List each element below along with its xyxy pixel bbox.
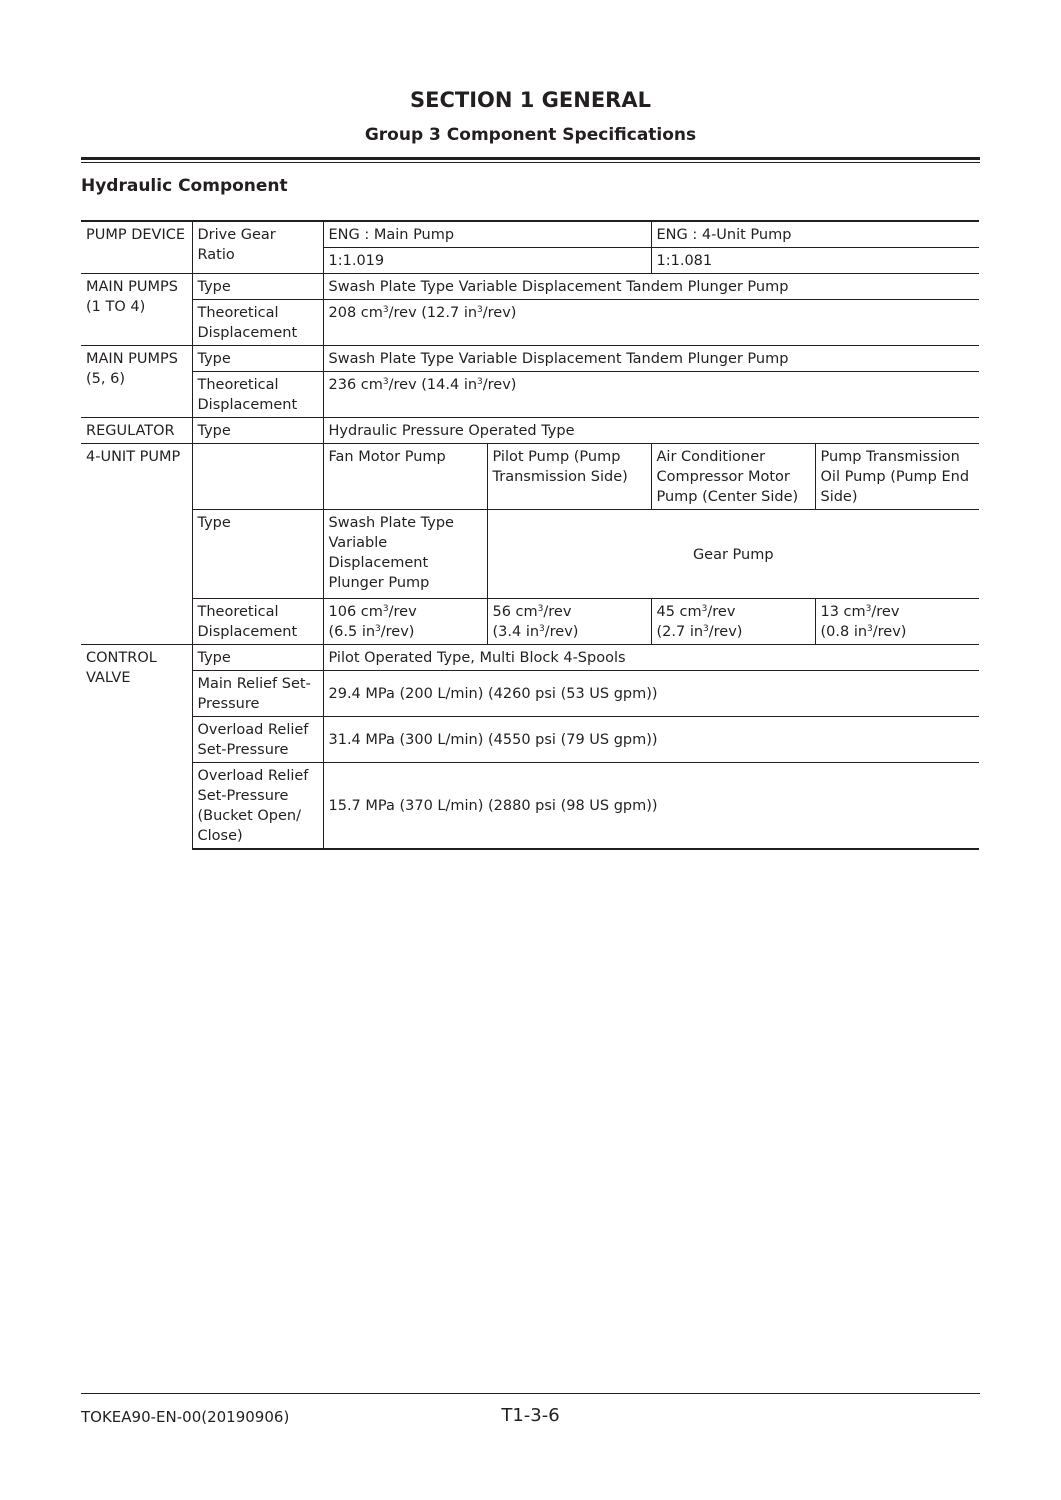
section-title: SECTION 1 GENERAL (410, 88, 651, 112)
cell-type-fan: Swash Plate Type Variable Displacement Plunger Pump (323, 510, 487, 599)
cell-eng-4-unit-pump: ENG : 4-Unit Pump (651, 221, 979, 248)
item-theoretical-displacement: Theoretical Displacement (192, 372, 323, 418)
footer-rule (81, 1393, 980, 1394)
item-overload-relief: Overload Relief Set-Pressure (192, 717, 323, 763)
header-rule-thick (81, 157, 980, 160)
item-main-relief: Main Relief Set-Pressure (192, 671, 323, 717)
item-type: Type (192, 645, 323, 671)
item-blank (192, 444, 323, 510)
row-label-4-unit-pump: 4-UNIT PUMP (81, 444, 192, 645)
table-row (81, 372, 979, 418)
item-overload-relief-bucket: Overload Relief Set-Pressure (Bucket Open/ Close) (192, 763, 323, 850)
col-pilot-pump: Pilot Pump (Pump Transmission Side) (487, 444, 651, 510)
col-ac-compressor-motor-pump: Air Conditioner Compressor Motor Pump (Center Side) (651, 444, 815, 510)
cell-disp-fan: 106 $cm^3$/rev (6.5 $in^3/rev$) (323, 599, 487, 645)
item-drive-gear-ratio: Drive Gear Ratio (192, 221, 323, 274)
cell-type-value: Pilot Operated Type, Multi Block 4-Spools (323, 645, 979, 671)
cell-ratio-main: 1:1.019 (323, 248, 651, 274)
subsection-heading: Hydraulic Component (81, 176, 288, 196)
document-code: TOKEA90-EN-00(20190906) (81, 1408, 290, 1426)
cell-displacement-value: 236 $cm^3$/rev (14.4 $in^3/rev$) (323, 372, 979, 418)
cell-displacement-value: 208 $cm^3$/rev (12.7 $in^3/rev$) (323, 300, 979, 346)
cell-ratio-4-unit: 1:1.081 (651, 248, 979, 274)
row-label-regulator: REGULATOR (81, 418, 192, 444)
table-row (81, 599, 979, 645)
item-theoretical-displacement: Theoretical Displacement (192, 599, 323, 645)
cell-eng-main-pump: ENG : Main Pump (323, 221, 651, 248)
item-type: Type (192, 274, 323, 300)
group-title: Group 3 Component Specifications (364, 125, 697, 145)
item-type: Type (192, 346, 323, 372)
table-row (81, 444, 979, 510)
row-label-control-valve: CONTROL VALVE (81, 645, 192, 850)
cell-overload-bucket-value: 15.7 MPa (370 L/min) (2880 psi (98 US gpm)) (323, 763, 979, 850)
item-type: Type (192, 418, 323, 444)
col-transmission-oil-pump: Pump Transmission Oil Pump (Pump End Side) (815, 444, 979, 510)
table-row (81, 274, 979, 300)
table-row (81, 763, 979, 850)
cell-type-value: Hydraulic Pressure Operated Type (323, 418, 979, 444)
cell-disp-ac: 45 $cm^3$/rev (2.7 $in^3/rev$) (651, 599, 815, 645)
hydraulic-spec-table (81, 220, 979, 850)
table-row (81, 645, 979, 671)
cell-disp-transmission: 13 $cm^3$/rev (0.8 $in^3/rev$) (815, 599, 979, 645)
table-row (81, 510, 979, 599)
cell-main-relief-value: 29.4 MPa (200 L/min) (4260 psi (53 US gpm)) (323, 671, 979, 717)
cell-disp-pilot: 56 $cm^3$/rev (3.4 $in^3/rev$) (487, 599, 651, 645)
table-row (81, 418, 979, 444)
header-rule-thin (81, 162, 980, 163)
cell-type-gear-pump: Gear Pump (487, 510, 979, 599)
table-row (81, 346, 979, 372)
row-label-main-pumps-1-4: MAIN PUMPS (1 TO 4) (81, 274, 192, 346)
cell-type-value: Swash Plate Type Variable Displacement Tandem Plunger Pump (323, 274, 979, 300)
table-row (81, 300, 979, 346)
cell-type-value: Swash Plate Type Variable Displacement Tandem Plunger Pump (323, 346, 979, 372)
row-label-pump-device: PUMP DEVICE (81, 221, 192, 274)
item-type: Type (192, 510, 323, 599)
cell-overload-relief-value: 31.4 MPa (300 L/min) (4550 psi (79 US gpm)) (323, 717, 979, 763)
col-fan-motor-pump: Fan Motor Pump (323, 444, 487, 510)
table-row (81, 717, 979, 763)
item-theoretical-displacement: Theoretical Displacement (192, 300, 323, 346)
table-row (81, 671, 979, 717)
page-number: T1-3-6 (501, 1405, 560, 1426)
table-row (81, 221, 979, 248)
row-label-main-pumps-5-6: MAIN PUMPS (5, 6) (81, 346, 192, 418)
